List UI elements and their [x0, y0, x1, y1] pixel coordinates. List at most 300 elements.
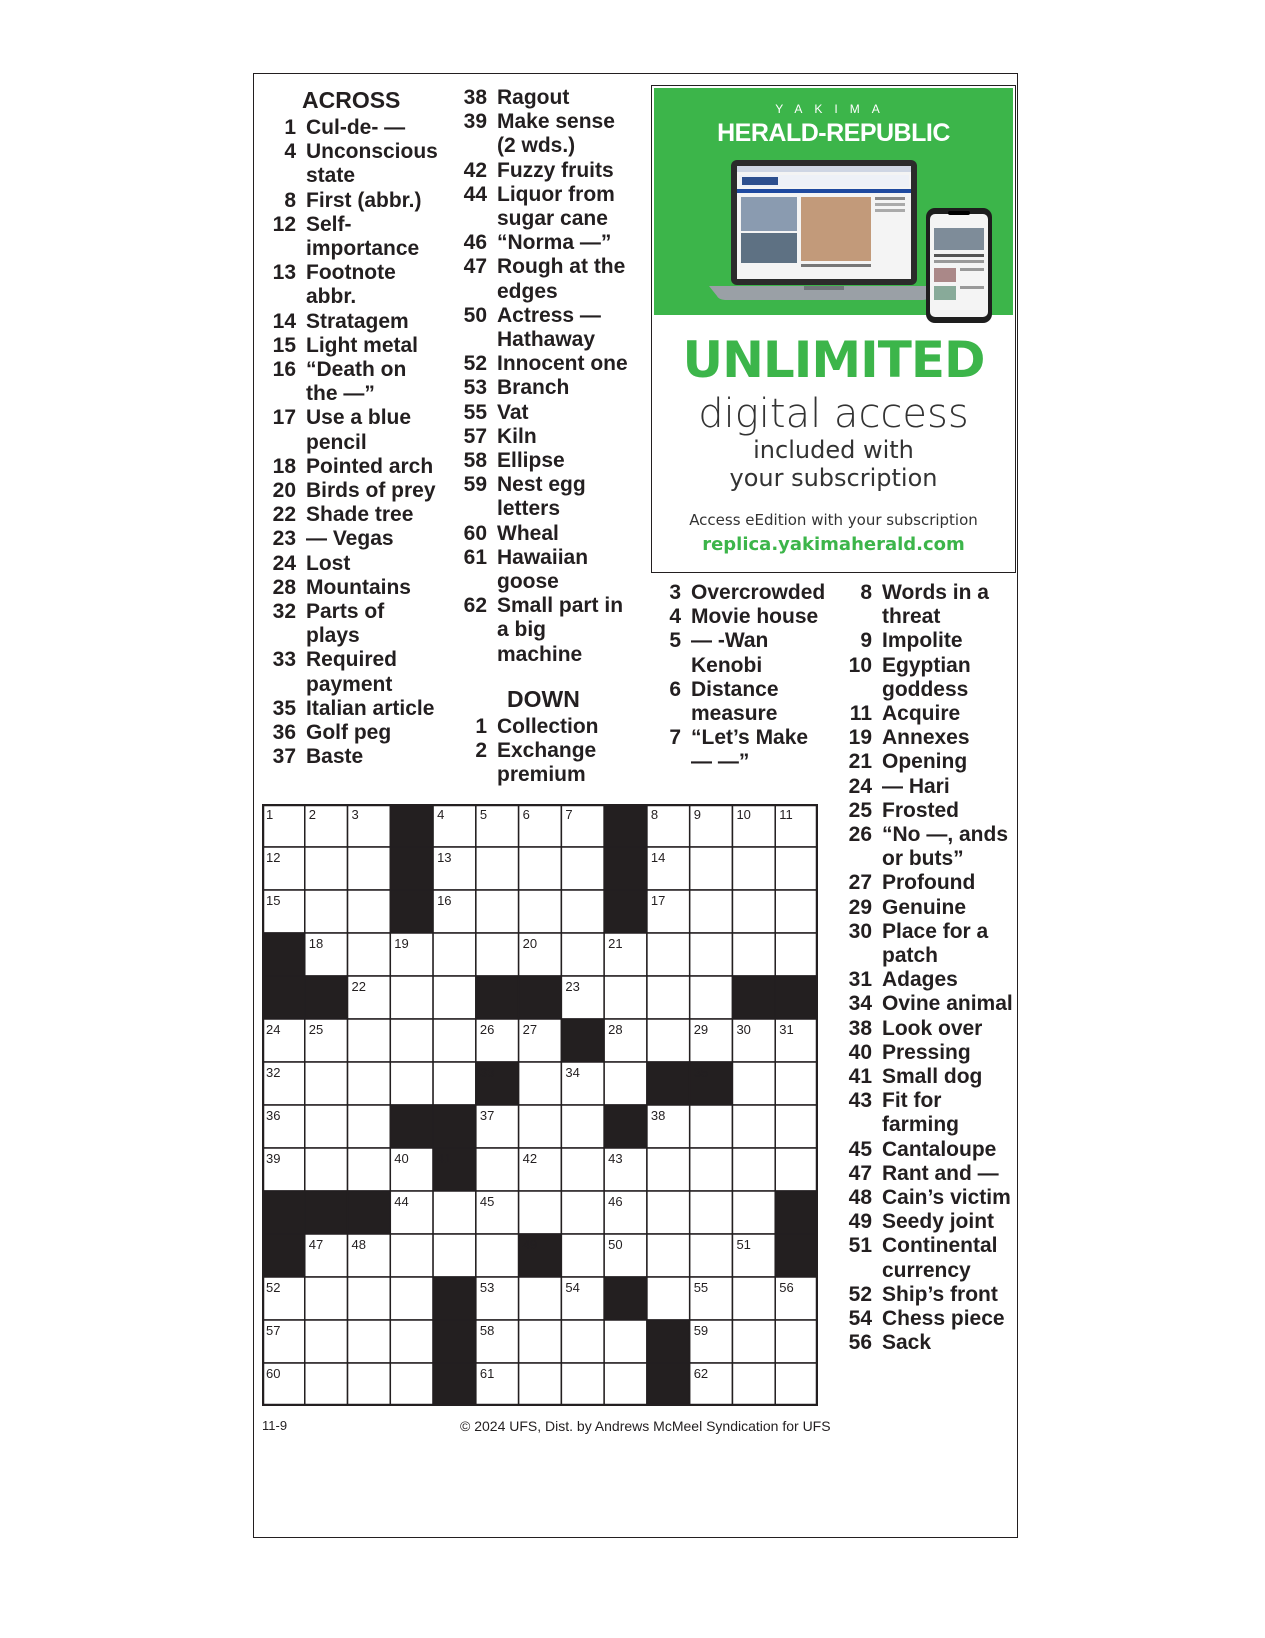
grid-cell[interactable] — [775, 847, 818, 890]
clue-text: Cain’s victim — [882, 1186, 1011, 1210]
grid-cell[interactable] — [433, 976, 476, 1019]
grid-cell[interactable] — [604, 1062, 647, 1105]
clue-number: 34 — [848, 992, 872, 1016]
black-square — [732, 976, 775, 1019]
grid-cell[interactable] — [604, 976, 647, 1019]
clue-text: Overcrowded — [691, 581, 826, 604]
grid-cell[interactable] — [390, 976, 433, 1019]
grid-cell[interactable] — [476, 933, 519, 976]
grid-cell[interactable] — [305, 1148, 348, 1191]
clue-text: Use a blue pencil — [306, 406, 412, 454]
grid-cell[interactable] — [690, 933, 733, 976]
grid-cell[interactable] — [561, 1320, 604, 1363]
clue-number: 54 — [848, 1307, 872, 1331]
down-clue-29[interactable] — [838, 896, 1018, 920]
ad-headline: UNLIMITED — [682, 331, 985, 389]
clue-number: 8 — [284, 188, 296, 212]
cell-number: 37 — [479, 1108, 495, 1123]
grid-cell[interactable] — [305, 1062, 348, 1105]
clue-number: 1 — [284, 116, 296, 139]
cell-number: 40 — [394, 1151, 409, 1166]
clue-text: Ship’s front — [882, 1282, 998, 1306]
grid-cell[interactable] — [732, 1320, 775, 1363]
clue-number: 58 — [463, 449, 487, 473]
across-clue-12[interactable] — [262, 213, 442, 261]
down-clue-49[interactable] — [838, 1210, 1018, 1234]
clue-number: 18 — [272, 454, 296, 478]
across-down-clues-column-2 — [453, 86, 628, 787]
clue-text: Parts of plays — [306, 600, 385, 648]
clue-text: Words in a threat — [882, 581, 989, 629]
grid-cell[interactable] — [775, 1320, 818, 1363]
across-clue-59[interactable] — [453, 473, 628, 521]
cell-number: 18 — [308, 936, 324, 951]
clue-text: Exchange premium — [497, 739, 597, 787]
cell-number: 43 — [608, 1151, 623, 1166]
across-clue-22[interactable] — [262, 503, 442, 527]
cell-number: 27 — [522, 1022, 538, 1037]
grid-cell[interactable] — [519, 1320, 562, 1363]
across-clue-36[interactable] — [262, 721, 442, 745]
clue-text: Cul-de- — — [306, 116, 406, 139]
cell-number: 28 — [608, 1022, 623, 1037]
across-clue-62[interactable] — [453, 594, 628, 667]
grid-cell[interactable] — [732, 1105, 775, 1148]
clue-text: Acquire — [882, 702, 961, 726]
clue-text: Movie house — [691, 605, 819, 629]
grid-cell[interactable] — [690, 890, 733, 933]
clue-text: “Norma —” — [497, 231, 612, 255]
across-clue-18[interactable] — [262, 455, 442, 479]
grid-cell[interactable] — [561, 890, 604, 933]
black-square — [348, 1191, 391, 1234]
subscription-ad[interactable] — [651, 85, 1016, 573]
grid-cell[interactable] — [305, 1105, 348, 1148]
across-clue-39[interactable] — [453, 110, 628, 158]
clue-number: 41 — [848, 1065, 872, 1089]
cell-number: 20 — [522, 936, 538, 951]
cell-number: 4 — [437, 807, 445, 822]
grid-cell[interactable] — [348, 1148, 391, 1191]
down-clue-45[interactable] — [838, 1138, 1018, 1162]
grid-cell[interactable] — [519, 1363, 562, 1406]
clue-text: Lost — [306, 551, 351, 575]
ad-url-link[interactable]: replica.yakimaherald.com — [702, 534, 965, 555]
cell-number: 30 — [736, 1022, 751, 1037]
grid-cell[interactable] — [476, 1148, 519, 1191]
grid-cell[interactable] — [305, 1320, 348, 1363]
across-clue-20[interactable] — [262, 479, 442, 503]
clue-text: Genuine — [882, 895, 967, 919]
ad-subheadline: digital access — [698, 391, 969, 437]
down-clue-40[interactable] — [838, 1041, 1018, 1065]
grid-cell[interactable] — [561, 1234, 604, 1277]
clue-number: 25 — [848, 798, 872, 822]
grid-cell[interactable] — [561, 1191, 604, 1234]
clue-text: Baste — [306, 745, 364, 769]
clue-text: Pressing — [882, 1040, 971, 1064]
down-clue-48[interactable] — [838, 1186, 1018, 1210]
down-clue-31[interactable] — [838, 968, 1018, 992]
clue-number: 57 — [463, 424, 487, 448]
grid-cell[interactable] — [647, 1277, 690, 1320]
cell-number: 14 — [650, 850, 666, 865]
clue-number: 52 — [848, 1282, 872, 1306]
down-clue-21[interactable] — [838, 750, 1018, 774]
clue-number: 53 — [463, 376, 487, 400]
grid-cell[interactable] — [390, 1320, 433, 1363]
grid-cell[interactable] — [647, 1148, 690, 1191]
across-clue-44[interactable] — [453, 183, 628, 231]
cell-number: 15 — [266, 893, 281, 908]
grid-cell[interactable] — [348, 847, 391, 890]
grid-cell[interactable] — [732, 1191, 775, 1234]
grid-cell[interactable] — [775, 1062, 818, 1105]
clue-text: Ragout — [497, 86, 570, 109]
across-clue-17[interactable] — [262, 406, 442, 454]
grid-cell[interactable] — [305, 847, 348, 890]
down-clue-4[interactable] — [647, 605, 825, 629]
cell-number: 22 — [351, 979, 367, 994]
down-clue-6[interactable] — [647, 678, 825, 726]
cell-number: 24 — [266, 1022, 281, 1037]
down-clue-38[interactable] — [838, 1017, 1018, 1041]
clue-number: 9 — [860, 629, 872, 653]
grid-cell[interactable] — [476, 847, 519, 890]
clue-number: 48 — [848, 1186, 872, 1210]
phone-icon — [926, 208, 992, 323]
down-clue-51[interactable] — [838, 1234, 1018, 1282]
down-clue-54[interactable] — [838, 1307, 1018, 1331]
clue-number: 40 — [848, 1040, 872, 1064]
clue-number: 45 — [848, 1137, 872, 1161]
down-clue-9[interactable] — [838, 629, 1018, 653]
grid-cell[interactable] — [775, 1105, 818, 1148]
grid-cell[interactable] — [433, 1191, 476, 1234]
across-clue-23[interactable] — [262, 527, 442, 551]
clue-text: Annexes — [882, 726, 970, 750]
cell-number: 17 — [650, 893, 666, 908]
down-clue-25[interactable] — [838, 799, 1018, 823]
down-clues-column-4 — [838, 581, 1018, 1356]
grid-cell[interactable] — [690, 847, 733, 890]
across-clue-4[interactable] — [262, 140, 442, 188]
grid-cell[interactable] — [348, 933, 391, 976]
across-clue-52[interactable] — [453, 352, 628, 376]
cell-number: 34 — [565, 1065, 580, 1080]
clue-text: Fit for farming — [882, 1089, 960, 1137]
clue-text: Innocent one — [497, 352, 628, 376]
across-clue-46[interactable] — [453, 231, 628, 255]
grid-cell[interactable] — [390, 1234, 433, 1277]
cell-number: 44 — [394, 1194, 409, 1209]
down-clue-26[interactable] — [838, 823, 1018, 871]
ad-banner — [654, 88, 1013, 315]
grid-cell[interactable] — [561, 1363, 604, 1406]
across-clue-14[interactable] — [262, 310, 442, 334]
grid-cell[interactable] — [690, 1234, 733, 1277]
grid-cell[interactable] — [732, 1363, 775, 1406]
cell-number: 23 — [565, 979, 580, 994]
clue-number: 2 — [475, 739, 487, 763]
grid-cell[interactable] — [561, 933, 604, 976]
clue-text: Continental currency — [882, 1234, 998, 1282]
cell-number: 1 — [266, 807, 274, 822]
clue-text: Distance measure — [691, 677, 779, 726]
down-clue-47[interactable] — [838, 1162, 1018, 1186]
grid-cell[interactable] — [604, 1363, 647, 1406]
across-clue-37[interactable] — [262, 745, 442, 769]
clue-text: Cantaloupe — [882, 1137, 997, 1161]
grid-cell[interactable] — [305, 1277, 348, 1320]
clue-number: 30 — [848, 919, 872, 943]
down-clue-2[interactable] — [453, 739, 628, 787]
clue-text: Adages — [882, 968, 958, 992]
clue-number: 29 — [848, 895, 872, 919]
across-clue-13[interactable] — [262, 261, 442, 309]
black-square — [647, 1062, 690, 1105]
clue-text: Italian article — [306, 696, 435, 720]
grid-cell[interactable] — [519, 847, 562, 890]
across-clue-58[interactable] — [453, 449, 628, 473]
down-clue-41[interactable] — [838, 1065, 1018, 1089]
grid-cell[interactable] — [305, 890, 348, 933]
black-square — [390, 890, 433, 933]
grid-cell[interactable] — [519, 1191, 562, 1234]
grid-cell[interactable] — [519, 1105, 562, 1148]
black-square — [262, 976, 305, 1019]
across-clue-1[interactable] — [262, 116, 442, 140]
grid-cell[interactable] — [561, 847, 604, 890]
grid-cell[interactable] — [390, 1062, 433, 1105]
grid-cell[interactable] — [348, 890, 391, 933]
across-clue-53[interactable] — [453, 376, 628, 400]
down-clue-8[interactable] — [838, 581, 1018, 629]
across-clue-32[interactable] — [262, 600, 442, 648]
grid-cell[interactable] — [775, 1363, 818, 1406]
clue-text: Stratagem — [306, 309, 409, 333]
grid-cell[interactable] — [732, 1277, 775, 1320]
black-square — [305, 1191, 348, 1234]
grid-cell[interactable] — [690, 1191, 733, 1234]
down-clue-3[interactable] — [647, 581, 825, 605]
grid-cell[interactable] — [732, 890, 775, 933]
black-square — [647, 1363, 690, 1406]
grid-cell[interactable] — [476, 890, 519, 933]
grid-cell[interactable] — [732, 933, 775, 976]
grid-cell[interactable] — [604, 1320, 647, 1363]
spacer — [453, 667, 628, 685]
across-clue-15[interactable] — [262, 334, 442, 358]
across-clue-33[interactable] — [262, 648, 442, 696]
clue-text: Required payment — [306, 648, 398, 696]
across-clue-16[interactable] — [262, 358, 442, 406]
clue-number: 59 — [463, 473, 487, 497]
clue-text: — -Wan Kenobi — [691, 629, 769, 677]
grid-cell[interactable] — [732, 1148, 775, 1191]
cell-number: 9 — [693, 807, 701, 822]
grid-cell[interactable] — [390, 1277, 433, 1320]
across-clue-57[interactable] — [453, 425, 628, 449]
black-square — [390, 1105, 433, 1148]
clue-text: “Let’s Make — —” — [691, 726, 809, 774]
clue-number: 43 — [848, 1089, 872, 1113]
down-clue-34[interactable] — [838, 992, 1018, 1016]
grid-cell[interactable] — [348, 1320, 391, 1363]
black-square — [604, 1277, 647, 1320]
black-square — [433, 1277, 476, 1320]
clue-text: Rant and — — [882, 1161, 999, 1185]
clue-text: Place for a patch — [882, 919, 989, 968]
crossword-grid[interactable] — [262, 804, 818, 1406]
cell-number: 59 — [693, 1323, 709, 1338]
clue-number: 61 — [463, 545, 487, 569]
across-clue-8[interactable] — [262, 189, 442, 213]
cell-number: 53 — [479, 1280, 495, 1295]
grid-cell[interactable] — [433, 1019, 476, 1062]
grid-cell[interactable] — [647, 1019, 690, 1062]
across-clue-28[interactable] — [262, 576, 442, 600]
cell-number: 58 — [479, 1323, 495, 1338]
black-square — [604, 1105, 647, 1148]
black-square — [476, 976, 519, 1019]
clue-number: 1 — [475, 714, 487, 738]
clue-text: Make sense (2 wds.) — [497, 110, 615, 158]
clue-number: 27 — [848, 871, 872, 895]
grid-cell[interactable] — [647, 1191, 690, 1234]
cell-number: 25 — [308, 1022, 324, 1037]
clue-number: 55 — [463, 400, 487, 424]
across-clue-55[interactable] — [453, 401, 628, 425]
grid-cell[interactable] — [647, 1234, 690, 1277]
down-clue-1[interactable] — [453, 715, 628, 739]
down-clue-30[interactable] — [838, 920, 1018, 968]
grid-cell[interactable] — [348, 1105, 391, 1148]
down-clue-10[interactable] — [838, 654, 1018, 702]
across-clue-24[interactable] — [262, 552, 442, 576]
grid-cell[interactable] — [305, 1363, 348, 1406]
grid-cell[interactable] — [561, 1148, 604, 1191]
grid-cell[interactable] — [390, 1363, 433, 1406]
black-square — [433, 1320, 476, 1363]
black-square — [775, 1234, 818, 1277]
grid-cell[interactable] — [348, 1363, 391, 1406]
clue-text: Hawaiian goose — [497, 545, 589, 594]
black-square — [390, 804, 433, 847]
grid-cell[interactable] — [519, 1277, 562, 1320]
down-clue-19[interactable] — [838, 726, 1018, 750]
clue-text: Small part in a big machine — [497, 594, 624, 666]
grid-cell[interactable] — [390, 1019, 433, 1062]
cell-number: 11 — [779, 807, 793, 822]
clue-number: 33 — [272, 648, 296, 672]
grid-cell[interactable] — [775, 890, 818, 933]
grid-cell[interactable] — [476, 1234, 519, 1277]
grid-cell[interactable] — [732, 1062, 775, 1105]
across-clue-61[interactable] — [453, 546, 628, 594]
black-square — [519, 976, 562, 1019]
grid-cell[interactable] — [775, 933, 818, 976]
grid-cell[interactable] — [348, 1277, 391, 1320]
clue-text: Branch — [497, 376, 570, 400]
clue-number: 36 — [272, 721, 296, 745]
grid-cell[interactable] — [647, 976, 690, 1019]
grid-cell[interactable] — [348, 1019, 391, 1062]
cell-number: 3 — [351, 807, 359, 822]
down-clue-43[interactable] — [838, 1089, 1018, 1137]
clue-number: 19 — [848, 726, 872, 750]
grid-cell[interactable] — [690, 1105, 733, 1148]
clue-number: 10 — [848, 653, 872, 677]
grid-cell[interactable] — [561, 1105, 604, 1148]
clue-number: 47 — [463, 255, 487, 279]
grid-cell[interactable] — [732, 847, 775, 890]
grid-cell[interactable] — [519, 1062, 562, 1105]
clue-text: Kiln — [497, 424, 537, 448]
ad-access-text: Access eEdition with your subscription — [689, 511, 978, 529]
down-clue-52[interactable] — [838, 1283, 1018, 1307]
grid-cell[interactable] — [775, 1148, 818, 1191]
grid-cell[interactable] — [433, 933, 476, 976]
grid-cell[interactable] — [348, 1062, 391, 1105]
grid-cell[interactable] — [690, 1148, 733, 1191]
clue-number: 22 — [272, 503, 296, 527]
clue-number: 56 — [848, 1331, 872, 1355]
clue-text: Ellipse — [497, 449, 565, 473]
down-clue-56[interactable] — [838, 1331, 1018, 1355]
clue-text: Seedy joint — [882, 1210, 995, 1234]
cell-number: 29 — [693, 1022, 709, 1037]
down-clue-27[interactable] — [838, 871, 1018, 895]
black-square — [604, 804, 647, 847]
clue-text: Fuzzy fruits — [497, 158, 614, 182]
grid-cell[interactable] — [690, 976, 733, 1019]
cell-number: 12 — [266, 850, 281, 865]
across-clue-60[interactable] — [453, 522, 628, 546]
clue-text: “No —, ands or buts” — [882, 823, 1009, 871]
grid-cell[interactable] — [647, 933, 690, 976]
grid-cell[interactable] — [433, 1062, 476, 1105]
down-clue-5[interactable] — [647, 629, 825, 677]
clue-text: Egyptian goddess — [882, 653, 971, 701]
across-clues-column-1 — [262, 86, 442, 769]
clue-text: Shade tree — [306, 503, 414, 527]
clue-number: 23 — [272, 527, 296, 551]
across-clue-35[interactable] — [262, 697, 442, 721]
clue-number: 50 — [463, 303, 487, 327]
across-clue-42[interactable] — [453, 159, 628, 183]
clue-text: Pointed arch — [306, 454, 434, 478]
grid-cell[interactable] — [433, 1234, 476, 1277]
across-clue-47[interactable] — [453, 255, 628, 303]
grid-cell[interactable] — [519, 890, 562, 933]
down-clue-7[interactable] — [647, 726, 825, 774]
clue-number: 21 — [848, 750, 872, 774]
across-clue-50[interactable] — [453, 304, 628, 352]
cell-number: 26 — [479, 1022, 495, 1037]
clue-number: 13 — [272, 261, 296, 285]
across-clue-38[interactable] — [453, 86, 628, 110]
down-clue-24[interactable] — [838, 775, 1018, 799]
clue-text: — Hari — [882, 774, 950, 798]
black-square — [262, 1191, 305, 1234]
clue-text: First (abbr.) — [306, 188, 422, 212]
down-clue-11[interactable] — [838, 702, 1018, 726]
clue-text: Ovine animal — [882, 992, 1013, 1016]
cell-number: 49 — [522, 1237, 538, 1252]
clue-number: 32 — [272, 600, 296, 624]
laptop-icon — [709, 160, 939, 303]
